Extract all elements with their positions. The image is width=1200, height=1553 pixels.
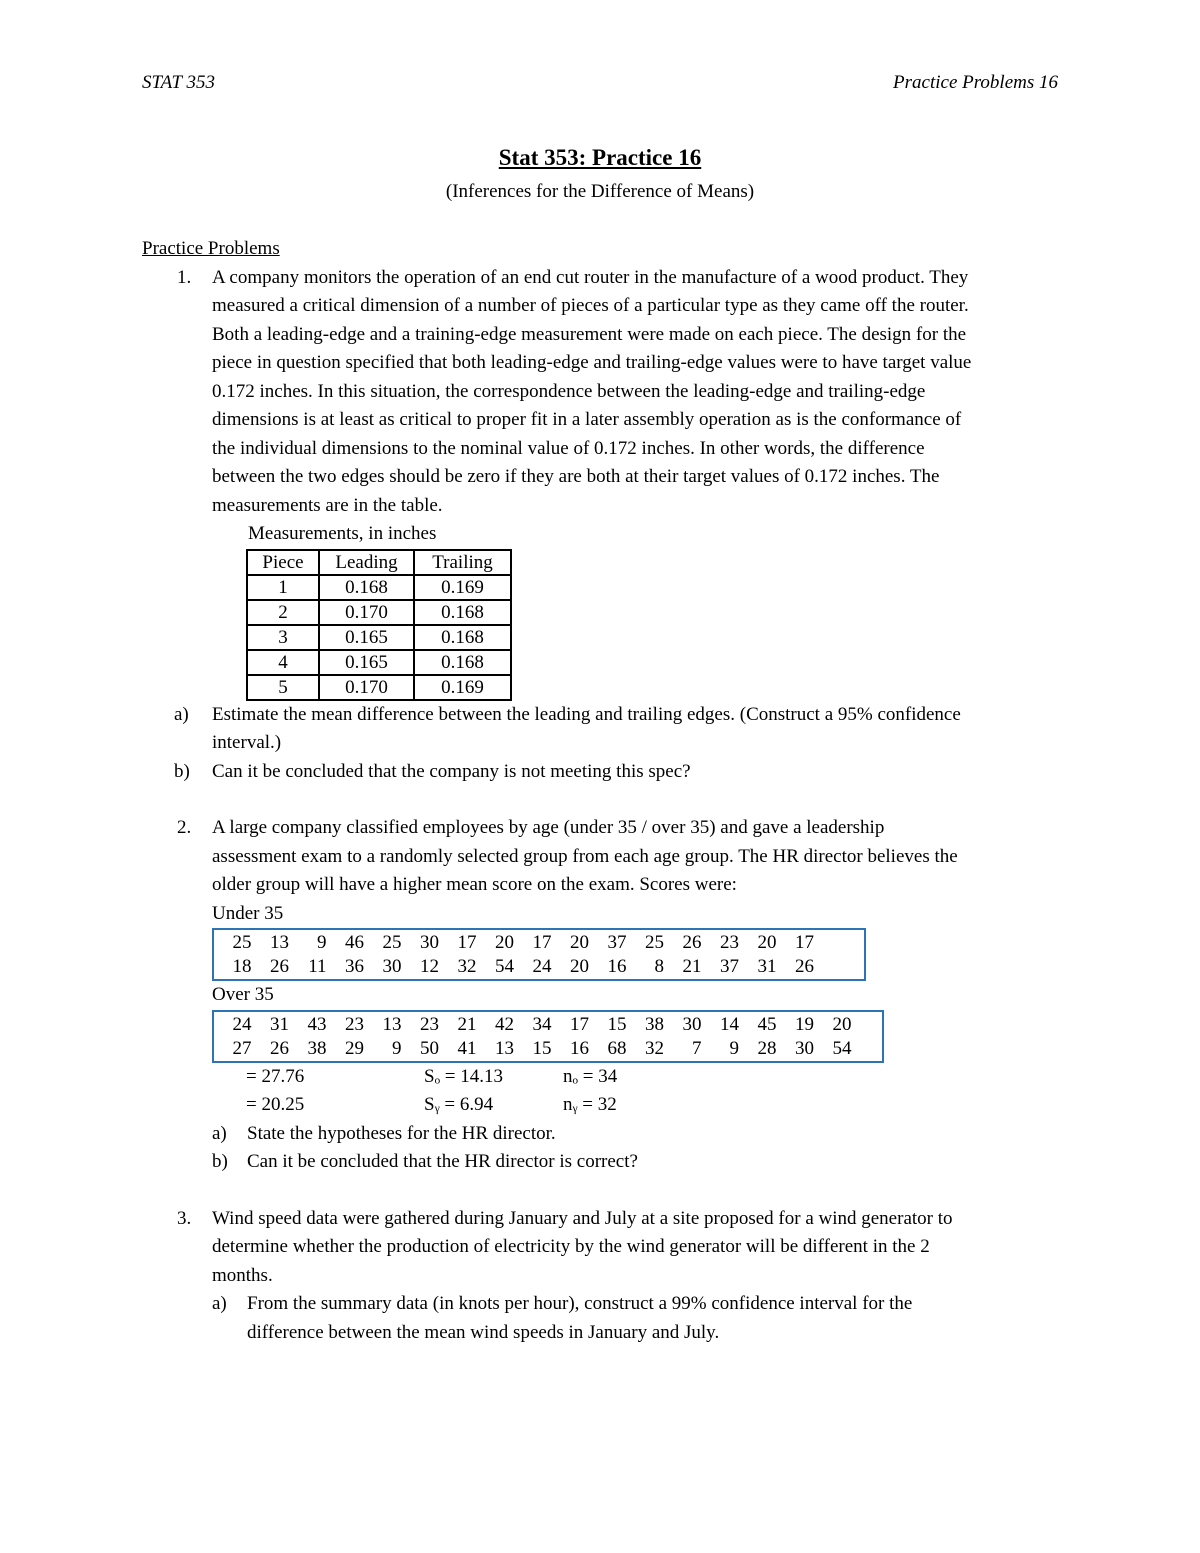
table-row xyxy=(247,650,511,675)
score-value: 20 xyxy=(832,1013,852,1035)
problem-1-line: between the two edges should be zero if they are both at their target values of 0.172 inches. The xyxy=(212,466,940,487)
score-value: 24 xyxy=(532,956,552,977)
score-value: 17 xyxy=(795,932,814,953)
table-header-cell: Piece xyxy=(247,550,319,575)
table-cell: 0.168 xyxy=(414,650,511,675)
part-label: a) xyxy=(212,1293,227,1314)
score-value: 25 xyxy=(645,932,664,953)
stat-sd: Sᵧ = 6.94 xyxy=(424,1094,494,1115)
score-value: 38 xyxy=(307,1037,327,1059)
score-value: 31 xyxy=(270,1013,289,1035)
score-value: 27 xyxy=(232,1037,252,1059)
problem-1-line: measurements are in the table. xyxy=(212,494,443,516)
score-value: 42 xyxy=(495,1013,514,1035)
part-text: Estimate the mean difference between the leading and trailing edges. (Construct a 95% confidence xyxy=(212,703,961,725)
table-cell: 0.170 xyxy=(319,600,414,625)
problem-number: 1. xyxy=(177,266,192,288)
score-value: 17 xyxy=(457,932,477,953)
table-header-row xyxy=(247,550,511,575)
document-body xyxy=(142,235,1082,1347)
score-value: 68 xyxy=(607,1037,627,1059)
score-value: 50 xyxy=(420,1037,439,1059)
table-cell: 0.169 xyxy=(414,575,511,600)
score-value: 11 xyxy=(308,956,327,977)
page-subtitle: (Inferences for the Difference of Means) xyxy=(445,181,755,202)
score-value: 16 xyxy=(570,1037,589,1059)
under-35-scores-box xyxy=(212,928,866,981)
score-value: 36 xyxy=(345,956,364,977)
scores-row xyxy=(214,1013,882,1037)
table-header-cell: Leading xyxy=(319,550,414,575)
stats-row-under xyxy=(142,1091,1082,1120)
score-value: 37 xyxy=(607,932,627,953)
score-value: 9 xyxy=(392,1037,402,1059)
score-value: 30 xyxy=(420,932,439,953)
table-cell: 0.165 xyxy=(319,650,414,675)
problem-1-line: Both a leading-edge and a training-edge measurement were made on each piece. The design for the xyxy=(212,323,967,345)
table-row xyxy=(247,675,511,700)
score-value: 17 xyxy=(570,1013,589,1035)
under-35-label: Under 35 xyxy=(212,902,284,924)
score-value: 9 xyxy=(317,932,327,953)
score-value: 15 xyxy=(532,1037,552,1059)
score-value: 23 xyxy=(345,1013,364,1035)
table-cell: 4 xyxy=(247,650,319,675)
score-value: 25 xyxy=(232,932,252,953)
score-value: 23 xyxy=(420,1013,439,1035)
part-text: interval.) xyxy=(212,732,282,753)
score-value: 13 xyxy=(495,1037,514,1059)
over-35-label: Over 35 xyxy=(212,984,274,1005)
score-value: 32 xyxy=(645,1037,664,1059)
score-value: 7 xyxy=(692,1037,702,1059)
problem-3-part-a xyxy=(142,1290,1082,1347)
problem-1-part-a xyxy=(142,701,1082,758)
score-value: 30 xyxy=(682,1013,702,1035)
score-value: 19 xyxy=(795,1013,814,1035)
score-value: 38 xyxy=(645,1013,664,1035)
score-value: 20 xyxy=(757,932,777,953)
part-label: b) xyxy=(174,760,190,782)
part-label: a) xyxy=(174,703,189,725)
stat-n: nₒ = 34 xyxy=(563,1065,618,1087)
stat-sd: Sₒ = 14.13 xyxy=(424,1065,504,1087)
measurements-table xyxy=(246,549,512,701)
stat-mean: = 20.25 xyxy=(246,1094,305,1115)
score-value: 13 xyxy=(270,932,289,953)
problem-2-part-b xyxy=(142,1148,1082,1177)
problem-number: 2. xyxy=(177,817,192,838)
table-cell: 0.169 xyxy=(414,675,511,700)
score-value: 18 xyxy=(232,956,252,977)
score-value: 25 xyxy=(382,932,402,953)
score-value: 23 xyxy=(720,932,739,953)
scores-row xyxy=(214,955,864,979)
score-value: 28 xyxy=(757,1037,777,1059)
score-value: 13 xyxy=(382,1013,402,1035)
header-course: STAT 353 xyxy=(142,72,216,93)
score-value: 20 xyxy=(495,932,514,953)
score-value: 26 xyxy=(795,956,814,977)
part-label: a) xyxy=(212,1122,227,1144)
part-label: b) xyxy=(212,1151,228,1172)
table-row xyxy=(247,600,511,625)
problem-2 xyxy=(142,814,1082,928)
stat-mean: = 27.76 xyxy=(246,1065,305,1087)
table-cell: 0.168 xyxy=(319,575,414,600)
score-value: 8 xyxy=(654,956,664,977)
score-value: 14 xyxy=(720,1013,739,1035)
score-value: 30 xyxy=(382,956,402,977)
table-caption: Measurements, in inches xyxy=(248,523,437,544)
table-cell: 2 xyxy=(247,600,319,625)
score-value: 21 xyxy=(682,956,702,977)
problem-1-line: the individual dimensions to the nominal value of 0.172 inches. In other words, the difference xyxy=(212,437,925,459)
part-text: Can it be concluded that the company is not meeting this spec? xyxy=(212,760,691,782)
table-row xyxy=(247,625,511,650)
problem-1-line: measured a critical dimension of a number of pieces of a particular type as they came off the router. xyxy=(212,295,969,316)
problem-2-part-a xyxy=(142,1120,1082,1149)
score-value: 32 xyxy=(457,956,477,977)
part-text: From the summary data (in knots per hour), construct a 99% confidence interval for the xyxy=(247,1293,913,1314)
score-value: 20 xyxy=(570,932,589,953)
problem-3-line: months. xyxy=(212,1264,273,1286)
score-value: 12 xyxy=(420,956,439,977)
score-value: 34 xyxy=(532,1013,552,1035)
table-cell: 0.165 xyxy=(319,625,414,650)
score-value: 37 xyxy=(720,956,739,977)
score-value: 16 xyxy=(607,956,627,977)
part-text: State the hypotheses for the HR director. xyxy=(247,1122,556,1144)
stat-n: nᵧ = 32 xyxy=(563,1094,617,1115)
problem-1-line: dimensions is at least as critical to proper fit in a later assembly operation as is the conformance of xyxy=(212,409,962,430)
score-value: 24 xyxy=(232,1013,252,1035)
problem-1-line: piece in question specified that both leading-edge and trailing-edge values were to have target value xyxy=(212,352,972,373)
scores-row xyxy=(214,1037,882,1061)
score-value: 26 xyxy=(270,1037,289,1059)
header-doc-title: Practice Problems 16 xyxy=(893,72,1058,93)
score-value: 31 xyxy=(757,956,777,977)
page-title: Stat 353: Practice 16 xyxy=(498,145,702,170)
part-text: difference between the mean wind speeds in January and July. xyxy=(247,1321,720,1343)
section-heading: Practice Problems xyxy=(142,238,280,259)
stats-row-over xyxy=(142,1063,1082,1092)
score-value: 30 xyxy=(795,1037,814,1059)
over-35-scores-box xyxy=(212,1010,884,1063)
score-value: 15 xyxy=(607,1013,627,1035)
score-value: 17 xyxy=(532,932,552,953)
score-value: 9 xyxy=(729,1037,739,1059)
score-value: 20 xyxy=(570,956,589,977)
problem-3-line: Wind speed data were gathered during January and July at a site proposed for a wind generator to xyxy=(212,1207,953,1229)
table-cell: 3 xyxy=(247,625,319,650)
score-value: 29 xyxy=(345,1037,364,1059)
score-value: 46 xyxy=(345,932,364,953)
problem-2-line: assessment exam to a randomly selected group from each age group. The HR director believes the xyxy=(212,845,958,867)
score-value: 41 xyxy=(457,1037,477,1059)
score-value: 54 xyxy=(495,956,514,977)
table-cell: 0.168 xyxy=(414,625,511,650)
problem-1 xyxy=(142,264,1082,521)
table-row xyxy=(247,575,511,600)
score-value: 21 xyxy=(457,1013,477,1035)
table-cell: 0.170 xyxy=(319,675,414,700)
part-text: Can it be concluded that the HR director is correct? xyxy=(247,1151,638,1172)
scores-row xyxy=(214,931,864,955)
table-header-cell: Trailing xyxy=(414,550,511,575)
score-value: 43 xyxy=(307,1013,327,1035)
problem-2-line: older group will have a higher mean score on the exam. Scores were: xyxy=(212,874,737,895)
problem-1-part-b xyxy=(142,758,1082,787)
problem-3 xyxy=(142,1205,1082,1291)
table-cell: 5 xyxy=(247,675,319,700)
table-cell: 0.168 xyxy=(414,600,511,625)
score-value: 26 xyxy=(682,932,702,953)
score-value: 54 xyxy=(832,1037,852,1059)
score-value: 45 xyxy=(757,1013,777,1035)
problem-2-line: A large company classified employees by age (under 35 / over 35) and gave a leadership xyxy=(212,817,885,838)
problem-number: 3. xyxy=(177,1207,192,1229)
problem-1-line: 0.172 inches. In this situation, the correspondence between the leading-edge and trailing-edge xyxy=(212,380,926,402)
problem-1-line: A company monitors the operation of an end cut router in the manufacture of a wood product. They xyxy=(212,266,969,288)
score-value: 26 xyxy=(270,956,289,977)
table-cell: 1 xyxy=(247,575,319,600)
problem-3-line: determine whether the production of electricity by the wind generator will be different in the 2 xyxy=(212,1236,930,1257)
